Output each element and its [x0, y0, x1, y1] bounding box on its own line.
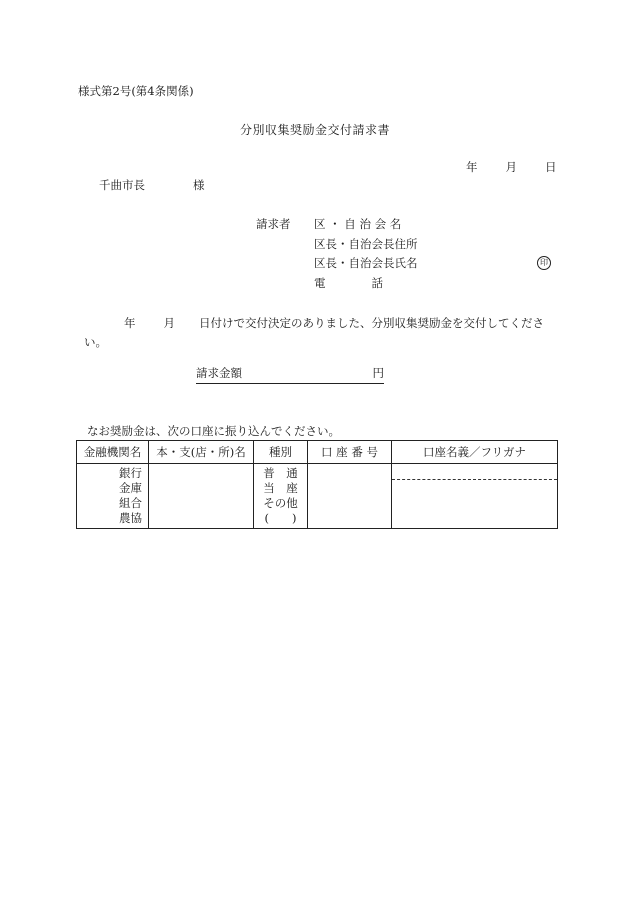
holder-furigana-line [392, 464, 557, 480]
header-account-holder: 口座名義／フリガナ [392, 441, 558, 464]
account-holder-cell [392, 464, 558, 529]
document-title: 分別収集奨励金交付請求書 [239, 123, 390, 137]
header-branch: 本・支(店・所)名 [149, 441, 254, 464]
institution-type: 農協 [119, 511, 142, 525]
account-type-cell [254, 464, 308, 529]
institution-type: 組合 [119, 496, 142, 510]
addressee [99, 180, 205, 192]
bank-note: なお奨励金は、次の口座に振り込んでください。 [87, 424, 340, 438]
body-year: 年 [124, 316, 136, 330]
institution-type: 銀行 [119, 466, 142, 480]
account-type: その他 [263, 496, 298, 510]
account-type: 普 通 [263, 466, 298, 480]
header-account-number: 口 座 番 号 [308, 441, 392, 464]
field-district-name: 区 ・ 自 治 会 名 [314, 217, 402, 231]
date-year: 年 [466, 160, 478, 174]
requester-fields [314, 219, 418, 297]
form-number: 様式第2号(第4条関係) [78, 84, 194, 98]
date-day: 日 [545, 160, 557, 174]
institution-type: 金庫 [119, 481, 142, 495]
requester-label: 請求者 [256, 217, 291, 231]
field-name: 区長・自治会長氏名 [314, 256, 418, 270]
bank-account-table [76, 440, 558, 529]
date-month: 月 [505, 160, 517, 174]
header-type: 種別 [254, 441, 308, 464]
account-type: ( ) [264, 511, 297, 525]
field-address: 区長・自治会長住所 [314, 236, 418, 251]
request-amount [196, 368, 384, 384]
addressee-honorific: 様 [193, 178, 205, 192]
amount-label: 請求金額 [196, 366, 242, 380]
body-month: 月 [163, 316, 175, 330]
date-row [466, 162, 557, 174]
field-phone: 電 話 [314, 275, 383, 290]
addressee-name: 千曲市長 [99, 178, 145, 192]
account-number-cell [308, 464, 392, 529]
account-type: 当 座 [263, 481, 298, 495]
amount-unit: 円 [372, 366, 384, 380]
seal-mark: 印 [537, 256, 551, 270]
branch-cell [149, 464, 254, 529]
institution-cell [77, 464, 149, 529]
request-body [84, 314, 552, 352]
body-text: 日付けで交付決定のありました、分別収集奨励金を交付してください。 [84, 316, 544, 349]
header-institution: 金融機関名 [77, 441, 149, 464]
